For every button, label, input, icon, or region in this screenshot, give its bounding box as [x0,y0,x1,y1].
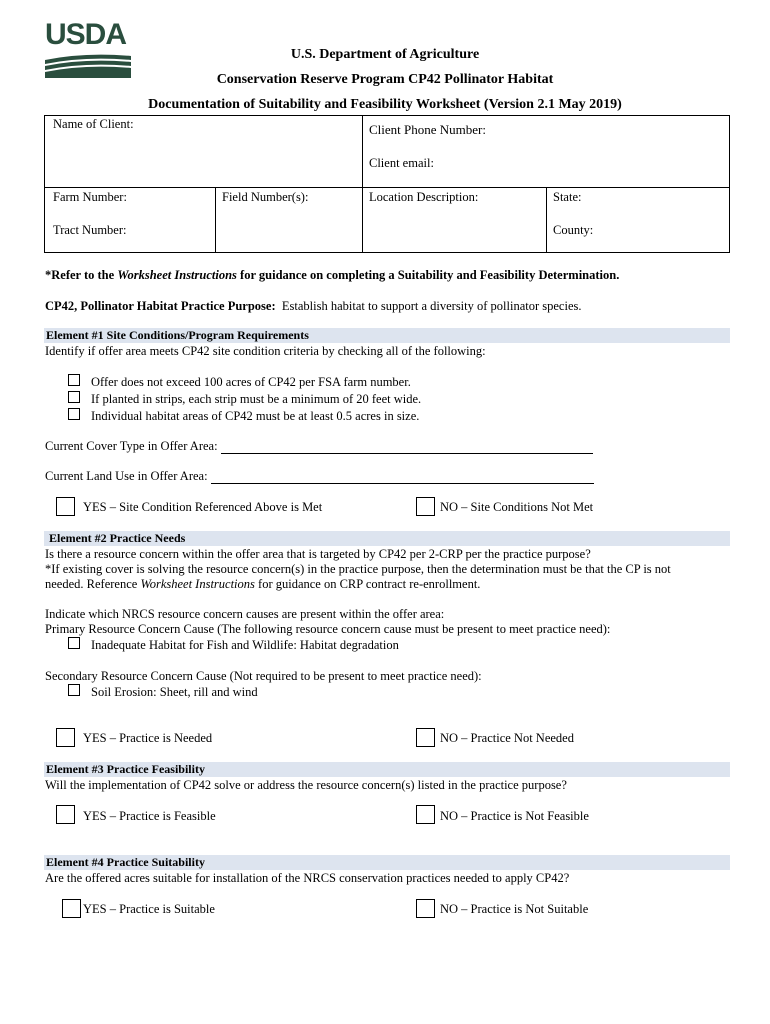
element2-indicate: Indicate which NRCS resource concern causes are present within the offer area: [45,607,445,621]
element4-question: Are the offered acres suitable for installation of the NRCS conservation practices needed to apply CP42? [45,871,570,885]
criteria-label-3: Individual habitat areas of CP42 must be at least 0.5 acres in size. [91,409,420,423]
primary-concern-heading: Primary Resource Concern Cause (The following resource concern cause must be present to meet practice need): [45,622,611,636]
land-use-label: Current Land Use in Offer Area: [45,469,208,483]
element2-note-line1: *If existing cover is solving the resource concern(s) in the practice purpose, then the determination must be that the CP is not [45,562,671,576]
element3-heading: Element #3 Practice Feasibility [44,762,730,777]
land-use-input[interactable] [211,471,594,484]
client-email-field[interactable]: Client email: [369,156,434,170]
element2-no-checkbox[interactable] [416,728,435,747]
element1-intro: Identify if offer area meets CP42 site condition criteria by checking all of the following: [45,344,486,358]
logo-text: USDA [45,18,127,51]
cover-type-label: Current Cover Type in Offer Area: [45,439,218,453]
element1-yes-label: YES – Site Condition Referenced Above is Met [83,500,323,514]
land-use-row [45,469,594,484]
program-title: Conservation Reserve Program CP42 Pollinator Habitat [216,72,554,87]
client-info-table [44,115,730,253]
element2-note-line2: needed. Reference Worksheet Instructions for guidance on CRP contract re-enrollment. [45,577,481,591]
element2-question: Is there a resource concern within the offer area that is targeted by CP42 per 2-CRP per the practice purpose? [45,547,591,561]
criteria-label-2: If planted in strips, each strip must be a minimum of 20 feet wide. [91,392,422,406]
element3-yes-label: YES – Practice is Feasible [83,809,216,823]
secondary-concern-label: Soil Erosion: Sheet, rill and wind [91,685,258,699]
cover-type-input[interactable] [221,441,593,454]
tract-number-field[interactable]: Tract Number: [53,223,127,237]
client-name-field[interactable]: Name of Client: [53,117,134,131]
criteria-label-1: Offer does not exceed 100 acres of CP42 per FSA farm number. [91,375,411,389]
element4-yes-label: YES – Practice is Suitable [83,902,215,916]
element4-yes-checkbox[interactable] [62,899,81,918]
county-field[interactable]: County: [553,223,594,237]
element1-yes-checkbox[interactable] [56,497,75,516]
element1-no-checkbox[interactable] [416,497,435,516]
element2-heading: Element #2 Practice Needs [44,531,730,546]
field-number-field[interactable]: Field Number(s): [222,190,309,204]
criteria-checkbox-1[interactable] [68,374,80,386]
element2-yes-checkbox[interactable] [56,728,75,747]
secondary-concern-checkbox[interactable] [68,684,80,696]
farm-number-field[interactable]: Farm Number: [53,190,127,204]
state-field[interactable]: State: [553,190,582,204]
criteria-checkbox-3[interactable] [68,408,80,420]
refer-note: *Refer to the Worksheet Instructions for guidance on completing a Suitability and Feasibility Determination. [45,268,620,282]
element3-no-checkbox[interactable] [416,805,435,824]
dept-title: U.S. Department of Agriculture [290,47,480,62]
location-description-field[interactable]: Location Description: [369,190,479,204]
element3-yes-checkbox[interactable] [56,805,75,824]
worksheet-title: Documentation of Suitability and Feasibility Worksheet (Version 2.1 May 2019) [148,97,622,112]
element1-heading: Element #1 Site Conditions/Program Requirements [44,328,730,343]
primary-concern-label: Inadequate Habitat for Fish and Wildlife: Habitat degradation [91,638,399,652]
secondary-concern-heading: Secondary Resource Concern Cause (Not required to be present to meet practice need): [45,669,482,683]
element2-yes-label: YES – Practice is Needed [83,731,213,745]
element4-no-checkbox[interactable] [416,899,435,918]
element1-no-label: NO – Site Conditions Not Met [440,500,594,514]
element2-no-label: NO – Practice Not Needed [440,731,574,745]
element3-question: Will the implementation of CP42 solve or address the resource concern(s) listed in the practice purpose? [45,778,567,792]
element3-no-label: NO – Practice is Not Feasible [440,809,589,823]
primary-concern-checkbox[interactable] [68,637,80,649]
practice-purpose: CP42, Pollinator Habitat Practice Purpose: Establish habitat to support a diversity of pollinator species. [45,299,582,313]
element4-heading: Element #4 Practice Suitability [44,855,730,870]
element4-no-label: NO – Practice is Not Suitable [440,902,589,916]
client-phone-field[interactable]: Client Phone Number: [369,122,486,137]
criteria-checkbox-2[interactable] [68,391,80,403]
cover-type-row [45,439,593,454]
